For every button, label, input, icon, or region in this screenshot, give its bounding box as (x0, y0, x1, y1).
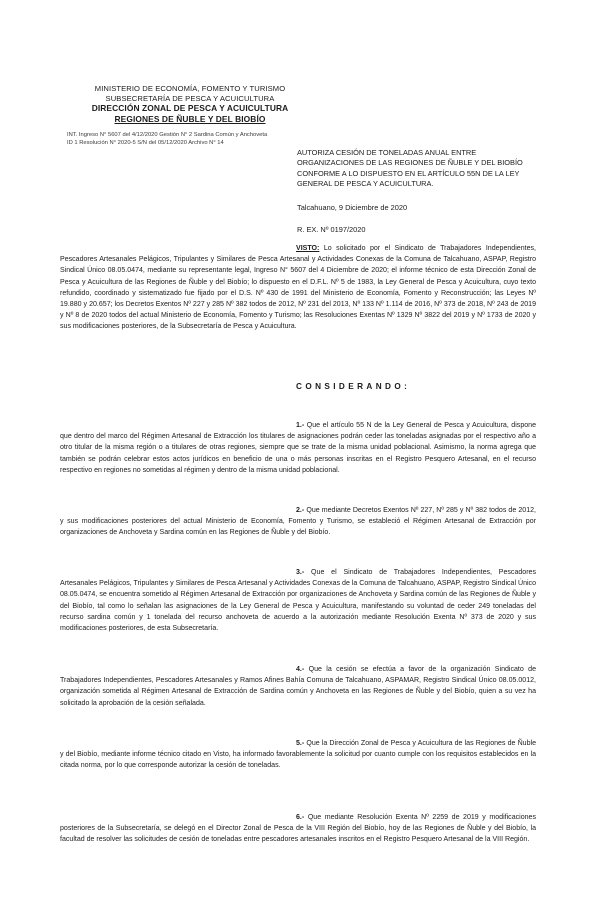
ministry-name: MINISTERIO DE ECONOMÍA, FOMENTO Y TURISMO (94, 84, 286, 93)
reference-block (67, 131, 317, 147)
considerando-item (60, 812, 536, 846)
item-number: 4.- (296, 666, 305, 673)
item-text: Que la Dirección Zonal de Pesca y Acuicultura de las Regiones de Ñuble y del Biobío, mediante informe técnico citado en Visto, ha informado favorablemente la solicitud por cuanto cumple con los requisitos establecidos en la citada norma, por lo que corresponde autorizar la cesión de toneladas. (60, 740, 536, 770)
considerando-item (60, 664, 536, 709)
item-text: Que el Sindicato de Trabajadores Independientes, Pescadores Artesanales Pelágicos, Tripulantes y Similares de Pesca Artesanal y Actividades Conexas de la Comuna de Talcahuano, ASPAP, Registro Sindical Único 08.05.0474, se encuentra sometido al Régimen Artesanal de Extracción por organizaciones de Anchoveta y Sardina común de las Regiones de Ñuble y del Biobío, tal como lo señalan las asignaciones de la Ley General de Pesca y Acuicultura, manifestando su voluntad de ceder 249 toneladas del recurso sardina común y 1 tonelada del recurso anchoveta de acuerdo a la autorización mediante Resolución Exenta Nº 373 de 2020 y sus modificaciones posteriores, de esta Subsecretaría. (60, 569, 536, 633)
reference-line: ID 1 Resolución N° 2020-5 S/N del 05/12/2020 Archivo N° 14 (67, 140, 224, 146)
item-number: 6.- (296, 814, 305, 821)
item-number: 5.- (296, 740, 305, 747)
item-text: Que mediante Decretos Exentos Nº 227, Nº 285 y Nº 382 todos de 2012, y sus modificaciones posteriores del actual Ministerio de Economía, Fomento y Turismo, se estableció el Régimen Artesanal de Extracción por organizaciones de Anchoveta y Sardina común en las Regiones de Ñuble y del Biobío. (60, 507, 537, 537)
considerando-item (60, 505, 536, 539)
resolution-number: R. EX. Nº 0197/2020 (297, 225, 366, 234)
considerando-item (60, 738, 536, 772)
considerando-item (60, 420, 536, 476)
item-number: 1.- (296, 422, 305, 429)
item-number: 2.- (296, 507, 305, 514)
item-number: 3.- (296, 569, 305, 576)
letterhead (60, 84, 320, 125)
reference-line: INT. Ingreso N° 5607 del 4/12/2020 Gestión N° 2 Sardina Común y Anchoveta (67, 132, 268, 138)
visto-paragraph (60, 243, 536, 333)
item-text: Que mediante Resolución Exenta Nº 2259 de 2019 y modificaciones posteriores de la Subsecretaría, se delegó en el Director Zonal de Pesca de la VIII Región del Biobío, hoy de las Regiones de Ñuble y del Biobío, la facultad de resolver las solicitudes de cesión de toneladas entre pescadores artesanales inscritos en el Registro Pesquero Artesanal de la VIII Región. (60, 814, 536, 844)
considerando-heading: CONSIDERANDO: (296, 382, 411, 391)
item-text: Que la cesión se efectúa a favor de la organización Sindicato de Trabajadores Independientes, Pescadores Artesanales y Ramos Afines Bahía Comuna de Talcahuano, ASPAMAR, Registro Sindical Único 08.05.0012, organización sometida al Régimen Artesanal de Extracción de Sardina común y Anchoveta en las Regiones de Ñuble y del Biobío, quien a su vez ha solicitado la aprobación de la cesión señalada. (60, 666, 536, 707)
item-text: Que el artículo 55 N de la Ley General de Pesca y Acuicultura, dispone que dentro del marco del Régimen Artesanal de Extracción los titulares de asignaciones podrán ceder las toneladas asignadas por el respectivo año a otro titular de la misma región o a titulares de otras regiones, siempre que se trate de la misma unidad poblacional. Asimismo, la norma agrega que también se podrán celebrar estos actos jurídicos en beneficio de una o más personas inscritas en el Registro Pesquero Artesanal, en el recurso respectivo en regiones no sometidas al régimen y dentro de la misma unidad poblacional. (60, 422, 536, 474)
visto-text: Lo solicitado por el Sindicato de Trabajadores Independientes, Pescadores Artesanales Pelágicos, Tripulantes y Similares de Pesca Artesanal y Actividades Conexas de la Comuna de Talcahuano, ASPAP, Registro Sindical Único 08.05.0474, mediante su representante legal, Ingreso N° 5607 del 4 Diciembre de 2020; el informe técnico de esta Dirección Zonal de Pesca y Acuicultura de las Regiones de Ñuble y del Biobío; lo dispuesto en el D.F.L. Nº 5 de 1983, la Ley General de Pesca y Acuicultura, cuyo texto refundido, coordinado y sistematizado fue fijado por el D.S. Nº 430 de 1991 del Ministerio de Economía, Fomento y Reconstrucción; las Leyes Nº 19.880 y 20.657; los Decretos Exentos Nº 227 y 285 Nº 382 todos de 2012, Nº 231 del 2013, Nº 133 Nº 1.114 de 2016, Nº 373 de 2018, Nº 243 de 2019 y Nº 8 de 2020 todos del actual Ministerio de Economía, Fomento y Turismo; las Resoluciones Exentas Nº 1329 Nº 3822 del 2019 y Nº 1733 de 2020 y sus modificaciones posteriores, de la Subsecretaría de Pesca y Acuicultura. (60, 245, 536, 331)
resolution-subject: AUTORIZA CESIÓN DE TONELADAS ANUAL ENTRE ORGANIZACIONES DE LAS REGIONES DE ÑUBLE Y DEL BIOBÍO CONFORME A LO DISPUESTO EN EL ARTÍCULO 55N DE LA LEY GENERAL DE PESCA Y ACUICULTURA. (297, 148, 523, 188)
visto-label: VISTO: (296, 245, 320, 252)
regiones-name: REGIONES DE ÑUBLE Y DEL BIOBÍO (114, 114, 266, 125)
direccion-name: DIRECCIÓN ZONAL DE PESCA Y ACUICULTURA (91, 103, 289, 114)
considerando-item (60, 567, 536, 634)
resolution-date: Talcahuano, 9 Diciembre de 2020 (297, 203, 408, 212)
subsecretaria-name: SUBSECRETARÍA DE PESCA Y ACUICULTURA (105, 93, 275, 103)
